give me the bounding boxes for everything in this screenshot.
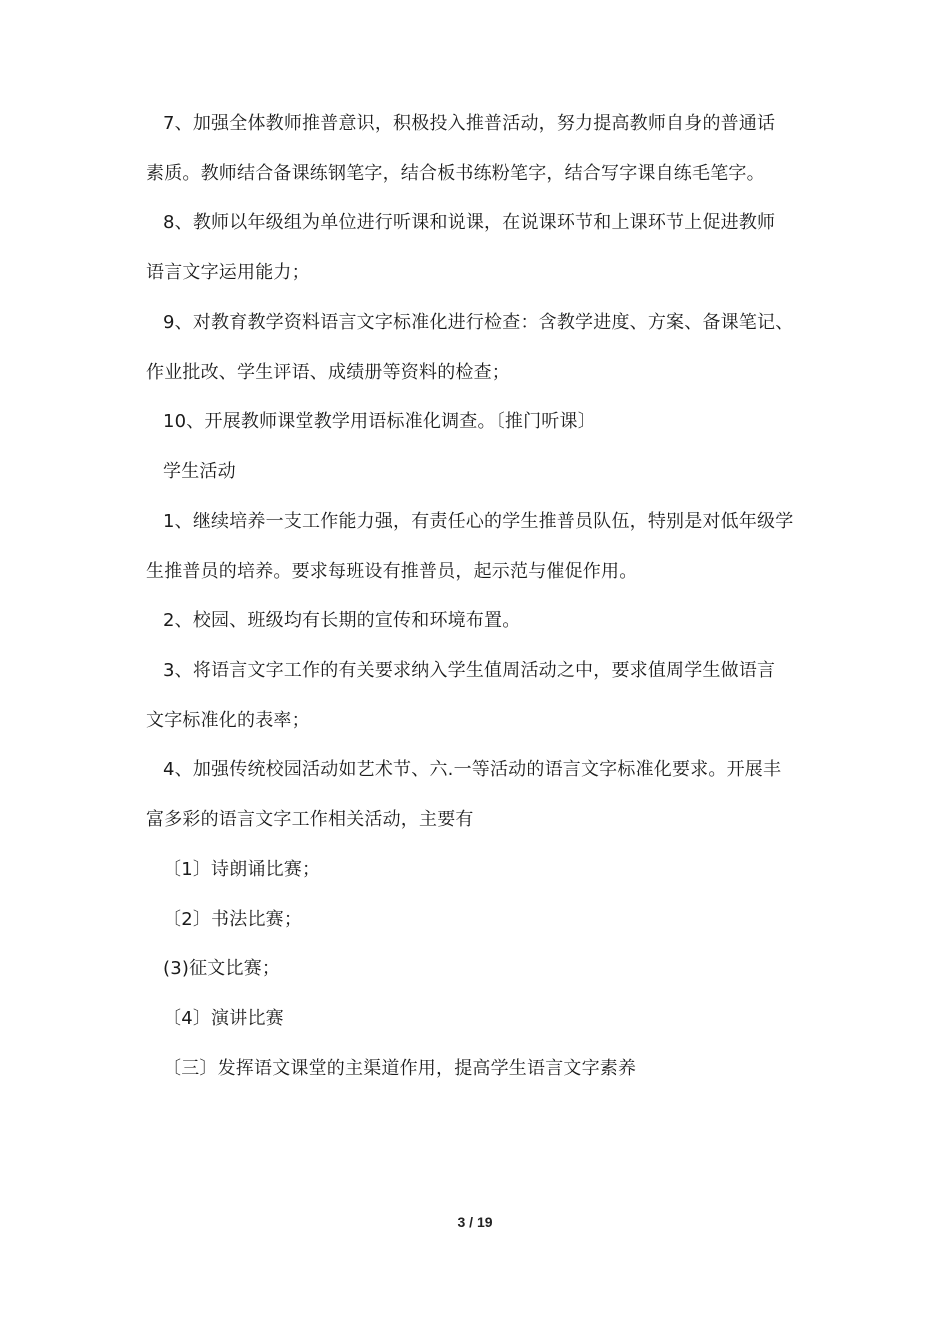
paragraph-line: 语言文字运用能力； bbox=[146, 262, 310, 283]
section-heading: 〔三〕发挥语文课堂的主渠道作用，提高学生语言文字素养 bbox=[163, 1058, 637, 1079]
list-item: 〔4〕演讲比赛 bbox=[163, 1008, 284, 1029]
list-item: 〔2〕书法比赛； bbox=[163, 909, 303, 930]
paragraph-line: 3、将语言文字工作的有关要求纳入学生值周活动之中，要求值周学生做语言 bbox=[163, 660, 776, 681]
paragraph-line: 2、校园、班级均有长期的宣传和环境布置。 bbox=[163, 610, 521, 631]
list-item: 〔1〕诗朗诵比赛； bbox=[163, 859, 321, 880]
paragraph-line: 富多彩的语言文字工作相关活动，主要有 bbox=[146, 809, 474, 830]
paragraph-line: 10、开展教师课堂教学用语标准化调查。〔推门听课〕 bbox=[163, 411, 596, 432]
paragraph-line: 8、教师以年级组为单位进行听课和说课，在说课环节和上课环节上促进教师 bbox=[163, 212, 776, 233]
paragraph-line: 4、加强传统校园活动如艺术节、六.一等活动的语言文字标准化要求。开展丰 bbox=[163, 759, 782, 780]
paragraph-line: 生推普员的培养。要求每班设有推普员，起示范与催促作用。 bbox=[146, 561, 638, 582]
page-number: 3 / 19 bbox=[457, 1214, 493, 1230]
paragraph-line: 1、继续培养一支工作能力强，有责任心的学生推普员队伍，特别是对低年级学 bbox=[163, 511, 794, 532]
paragraph-line: 7、加强全体教师推普意识，积极投入推普活动，努力提高教师自身的普通话 bbox=[163, 113, 776, 134]
list-item: (3)征文比赛； bbox=[163, 958, 281, 979]
paragraph-line: 9、对教育教学资料语言文字标准化进行检查：含教学进度、方案、备课笔记、 bbox=[163, 312, 794, 333]
section-heading: 学生活动 bbox=[163, 461, 236, 482]
paragraph-line: 文字标准化的表率； bbox=[146, 710, 310, 731]
paragraph-line: 素质。教师结合备课练钢笔字，结合板书练粉笔字，结合写字课自练毛笔字。 bbox=[146, 163, 765, 184]
paragraph-line: 作业批改、学生评语、成绩册等资料的检查； bbox=[146, 362, 510, 383]
